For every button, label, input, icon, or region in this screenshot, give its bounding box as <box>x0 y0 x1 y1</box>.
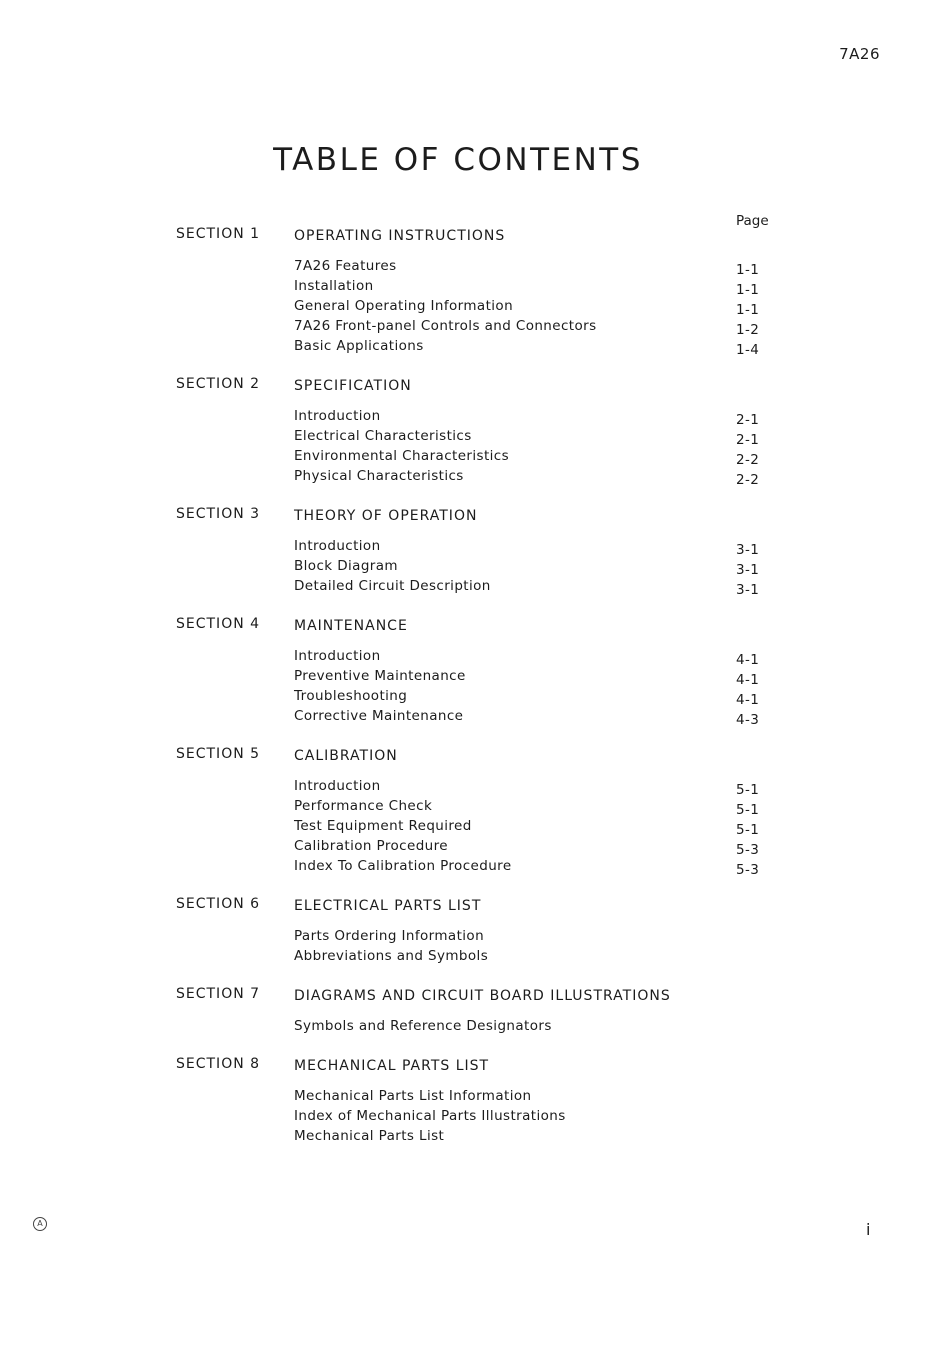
section-heading <box>170 506 790 534</box>
toc-entry[interactable] <box>294 1086 790 1106</box>
toc-entry[interactable] <box>294 426 790 446</box>
toc-section <box>170 986 790 1036</box>
toc-entry[interactable] <box>294 816 790 836</box>
entry-title: Detailed Circuit Description <box>294 578 491 594</box>
section-entries <box>294 534 790 596</box>
entry-title: Introduction <box>294 778 381 794</box>
entry-page-number: 4-1 <box>736 652 760 668</box>
entry-title: Introduction <box>294 538 381 554</box>
entry-page-number: 1-2 <box>736 322 760 338</box>
section-title[interactable]: MECHANICAL PARTS LIST <box>294 1058 490 1074</box>
toc-entry[interactable] <box>294 536 790 556</box>
section-entries <box>294 404 790 486</box>
entry-page-number: 3-1 <box>736 562 760 578</box>
toc-entry[interactable] <box>294 446 790 466</box>
toc-entry[interactable] <box>294 556 790 576</box>
section-entries <box>294 254 790 356</box>
entry-page-number: 1-1 <box>736 262 760 278</box>
section-heading <box>170 1056 790 1084</box>
section-heading <box>170 376 790 404</box>
section-title[interactable]: DIAGRAMS AND CIRCUIT BOARD ILLUSTRATIONS <box>294 988 671 1004</box>
entry-title: Preventive Maintenance <box>294 668 466 684</box>
entry-page-number: 3-1 <box>736 542 760 558</box>
toc-entry[interactable] <box>294 776 790 796</box>
toc-entry[interactable] <box>294 576 790 596</box>
entry-title: Block Diagram <box>294 558 398 574</box>
entry-page-number: 5-3 <box>736 842 760 858</box>
section-title[interactable]: OPERATING INSTRUCTIONS <box>294 228 506 244</box>
section-heading <box>170 226 790 254</box>
toc-entry[interactable] <box>294 296 790 316</box>
table-of-contents <box>170 226 790 1166</box>
section-label: SECTION 2 <box>176 376 261 392</box>
section-heading <box>170 746 790 774</box>
section-label: SECTION 7 <box>176 986 261 1002</box>
entry-title: Basic Applications <box>294 338 424 354</box>
page-title: TABLE OF CONTENTS <box>273 142 643 178</box>
entry-page-number: 4-1 <box>736 692 760 708</box>
toc-entry[interactable] <box>294 646 790 666</box>
section-entries <box>294 1014 790 1036</box>
section-label: SECTION 3 <box>176 506 261 522</box>
entry-title: Corrective Maintenance <box>294 708 464 724</box>
section-title[interactable]: CALIBRATION <box>294 748 398 764</box>
toc-entry[interactable] <box>294 256 790 276</box>
section-entries <box>294 774 790 876</box>
section-title[interactable]: ELECTRICAL PARTS LIST <box>294 898 482 914</box>
toc-entry[interactable] <box>294 836 790 856</box>
toc-section <box>170 226 790 356</box>
section-entries <box>294 644 790 726</box>
entry-title: Installation <box>294 278 374 294</box>
entry-page-number: 5-1 <box>736 822 760 838</box>
entry-page-number: 4-3 <box>736 712 760 728</box>
section-title[interactable]: SPECIFICATION <box>294 378 412 394</box>
toc-entry[interactable] <box>294 1016 790 1036</box>
entry-title: Introduction <box>294 648 381 664</box>
toc-section <box>170 376 790 486</box>
entry-title: 7A26 Front-panel Controls and Connectors <box>294 318 597 334</box>
toc-entry[interactable] <box>294 796 790 816</box>
entry-page-number: 1-1 <box>736 282 760 298</box>
entry-page-number: 5-1 <box>736 782 760 798</box>
toc-entry[interactable] <box>294 336 790 356</box>
entry-title: Abbreviations and Symbols <box>294 948 489 964</box>
toc-entry[interactable] <box>294 1126 790 1146</box>
toc-entry[interactable] <box>294 1106 790 1126</box>
revision-mark: A <box>33 1217 47 1231</box>
entry-title: Index To Calibration Procedure <box>294 858 512 874</box>
entry-page-number: 1-4 <box>736 342 760 358</box>
entry-title: Mechanical Parts List Information <box>294 1088 532 1104</box>
entry-title: Physical Characteristics <box>294 468 464 484</box>
section-label: SECTION 4 <box>176 616 261 632</box>
entry-title: Environmental Characteristics <box>294 448 510 464</box>
toc-entry[interactable] <box>294 856 790 876</box>
entry-title: Symbols and Reference Designators <box>294 1018 552 1034</box>
entry-page-number: 3-1 <box>736 582 760 598</box>
toc-entry[interactable] <box>294 706 790 726</box>
entry-title: Calibration Procedure <box>294 838 448 854</box>
section-heading <box>170 986 790 1014</box>
entry-title: General Operating Information <box>294 298 514 314</box>
entry-page-number: 5-1 <box>736 802 760 818</box>
entry-page-number: 2-1 <box>736 412 760 428</box>
section-heading <box>170 616 790 644</box>
section-label: SECTION 1 <box>176 226 261 242</box>
toc-entry[interactable] <box>294 276 790 296</box>
section-title[interactable]: MAINTENANCE <box>294 618 408 634</box>
toc-section <box>170 616 790 726</box>
toc-entry[interactable] <box>294 466 790 486</box>
toc-entry[interactable] <box>294 406 790 426</box>
section-label: SECTION 5 <box>176 746 261 762</box>
entry-title: Performance Check <box>294 798 433 814</box>
toc-section <box>170 896 790 966</box>
section-label: SECTION 6 <box>176 896 261 912</box>
entry-page-number: 1-1 <box>736 302 760 318</box>
entry-title: Index of Mechanical Parts Illustrations <box>294 1108 566 1124</box>
section-entries <box>294 1084 790 1146</box>
entry-title: Troubleshooting <box>294 688 408 704</box>
toc-entry[interactable] <box>294 666 790 686</box>
toc-entry[interactable] <box>294 926 790 946</box>
section-label: SECTION 8 <box>176 1056 261 1072</box>
entry-page-number: 2-1 <box>736 432 760 448</box>
entry-page-number: 4-1 <box>736 672 760 688</box>
page-number: i <box>866 1220 871 1239</box>
section-entries <box>294 924 790 966</box>
document-id: 7A26 <box>839 45 880 63</box>
entry-title: Parts Ordering Information <box>294 928 485 944</box>
entry-title: Mechanical Parts List <box>294 1128 445 1144</box>
entry-title: Introduction <box>294 408 381 424</box>
entry-page-number: 5-3 <box>736 862 760 878</box>
section-heading <box>170 896 790 924</box>
section-title[interactable]: THEORY OF OPERATION <box>294 508 478 524</box>
toc-section <box>170 506 790 596</box>
entry-title: Test Equipment Required <box>294 818 472 834</box>
toc-section <box>170 1056 790 1146</box>
toc-entry[interactable] <box>294 686 790 706</box>
toc-section <box>170 746 790 876</box>
entry-page-number: 2-2 <box>736 472 760 488</box>
toc-entry[interactable] <box>294 316 790 336</box>
toc-entry[interactable] <box>294 946 790 966</box>
entry-page-number: 2-2 <box>736 452 760 468</box>
entry-title: 7A26 Features <box>294 258 397 274</box>
entry-title: Electrical Characteristics <box>294 428 472 444</box>
page-column-heading: Page <box>736 213 769 229</box>
